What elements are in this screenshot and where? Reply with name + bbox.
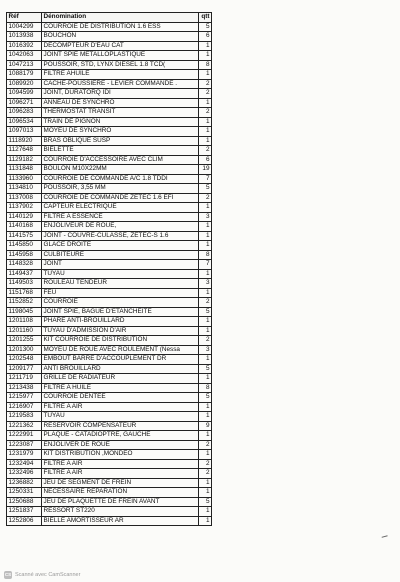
table-row xyxy=(7,288,212,298)
cell-qtt: 2 xyxy=(199,440,212,450)
cell-qtt: 1 xyxy=(199,136,212,146)
cell-denomination: CULBITEURE xyxy=(42,250,199,260)
cell-ref: 1231979 xyxy=(7,450,42,460)
cell-denomination: RESERVOIR COMPENSATEUR xyxy=(42,421,199,431)
cell-denomination: CAPTEUR ELECTRIQUE xyxy=(42,203,199,213)
cell-denomination: MOYEU DE ROUE AVEC ROULEMENT (Nessa xyxy=(42,345,199,355)
table-row xyxy=(7,117,212,127)
cell-qtt: 2 xyxy=(199,298,212,308)
table-row xyxy=(7,355,212,365)
cell-qtt: 1 xyxy=(199,41,212,51)
cell-denomination: GLACE DROITE xyxy=(42,241,199,251)
cell-ref: 1223087 xyxy=(7,440,42,450)
cell-qtt: 1 xyxy=(199,117,212,127)
cell-ref: 1201300 xyxy=(7,345,42,355)
cell-ref: 1016392 xyxy=(7,41,42,51)
cell-qtt: 3 xyxy=(199,345,212,355)
table-row xyxy=(7,497,212,507)
cell-denomination: JOINT, DURATORQ IDI xyxy=(42,89,199,99)
cell-qtt: 1 xyxy=(199,488,212,498)
cell-ref: 1221362 xyxy=(7,421,42,431)
cell-denomination: ENJOLIVER DE ROUE xyxy=(42,440,199,450)
cell-ref: 1219583 xyxy=(7,412,42,422)
cell-qtt: 5 xyxy=(199,497,212,507)
cell-ref: 1118920 xyxy=(7,136,42,146)
table-row xyxy=(7,402,212,412)
watermark-text: Scanné avec CamScanner xyxy=(15,572,81,578)
cell-qtt: 1 xyxy=(199,478,212,488)
cell-ref: 1134810 xyxy=(7,184,42,194)
header-qtt: qtt xyxy=(199,13,212,23)
table-row xyxy=(7,269,212,279)
cell-ref: 1096534 xyxy=(7,117,42,127)
cell-qtt: 1 xyxy=(199,450,212,460)
cell-ref: 1236882 xyxy=(7,478,42,488)
cell-denomination: COURROIE DE COMMANDE ZETEC 1.6 EFI xyxy=(42,193,199,203)
cell-qtt: 5 xyxy=(199,184,212,194)
table-row xyxy=(7,345,212,355)
cell-qtt: 1 xyxy=(199,222,212,232)
cell-qtt: 5 xyxy=(199,393,212,403)
table-row xyxy=(7,421,212,431)
cell-denomination: JOINT SPIE, BAGUE D'ETANCHEITE xyxy=(42,307,199,317)
cell-ref: 1232494 xyxy=(7,459,42,469)
cell-denomination: COURROIE D'ACCESSOIRE AVEC CLIM xyxy=(42,155,199,165)
cell-denomination: BOULON M10X22MM xyxy=(42,165,199,175)
cell-ref: 1209177 xyxy=(7,364,42,374)
cell-ref: 1129182 xyxy=(7,155,42,165)
cell-qtt: 5 xyxy=(199,307,212,317)
cell-ref: 1096271 xyxy=(7,98,42,108)
cell-denomination: THERMOSTAT TRANSIT xyxy=(42,108,199,118)
cell-qtt: 8 xyxy=(199,250,212,260)
cell-denomination: CACHE-POUSSIERE - LEVIER COMMANDE . xyxy=(42,79,199,89)
table-row xyxy=(7,516,212,526)
cell-qtt: 1 xyxy=(199,431,212,441)
table-row xyxy=(7,431,212,441)
table-row xyxy=(7,241,212,251)
cell-qtt: 1 xyxy=(199,516,212,526)
cell-ref: 1151768 xyxy=(7,288,42,298)
table-row xyxy=(7,279,212,289)
table-row xyxy=(7,231,212,241)
table-row xyxy=(7,469,212,479)
cell-qtt: 1 xyxy=(199,98,212,108)
cell-denomination: DECOMPTEUR D'EAU CAT xyxy=(42,41,199,51)
cell-denomination: FILTRE A HUILE xyxy=(42,383,199,393)
cell-denomination: POUSSOIR, STD, LYNX DIESEL 1.8 TCD( xyxy=(42,60,199,70)
table-row xyxy=(7,79,212,89)
table-row xyxy=(7,478,212,488)
table-row xyxy=(7,488,212,498)
cell-qtt: 2 xyxy=(199,79,212,89)
table-row xyxy=(7,136,212,146)
cell-qtt: 7 xyxy=(199,174,212,184)
cell-ref: 1140129 xyxy=(7,212,42,222)
table-row xyxy=(7,260,212,270)
cell-denomination: JOINT xyxy=(42,260,199,270)
table-row xyxy=(7,127,212,137)
cell-ref: 1198045 xyxy=(7,307,42,317)
table-row xyxy=(7,174,212,184)
cell-denomination: COURROIE DENTEE xyxy=(42,393,199,403)
cell-ref: 1089920 xyxy=(7,79,42,89)
cell-qtt: 3 xyxy=(199,279,212,289)
cell-ref: 1137902 xyxy=(7,203,42,213)
cell-denomination: ROULEAU TENDEUR xyxy=(42,279,199,289)
cell-ref: 1215977 xyxy=(7,393,42,403)
cell-qtt: 1 xyxy=(199,507,212,517)
cell-qtt: 19 xyxy=(199,165,212,175)
cell-qtt: 2 xyxy=(199,89,212,99)
table-row xyxy=(7,412,212,422)
table-row xyxy=(7,184,212,194)
cell-qtt: 2 xyxy=(199,146,212,156)
table-row xyxy=(7,212,212,222)
cell-qtt: 9 xyxy=(199,421,212,431)
cell-qtt: 6 xyxy=(199,32,212,42)
cell-ref: 1251837 xyxy=(7,507,42,517)
cell-ref: 1149437 xyxy=(7,269,42,279)
cell-qtt: 5 xyxy=(199,364,212,374)
cell-qtt: 1 xyxy=(199,127,212,137)
table-row xyxy=(7,146,212,156)
table-row xyxy=(7,364,212,374)
cell-denomination: KIT DISTRIBUTION ,MONDEO xyxy=(42,450,199,460)
cell-denomination: RESSORT ST220 xyxy=(42,507,199,517)
cell-denomination: JEU DE PLAQUETTE DE FREIN AVANT xyxy=(42,497,199,507)
cell-ref: 1145850 xyxy=(7,241,42,251)
cell-ref: 1213438 xyxy=(7,383,42,393)
cell-qtt: 1 xyxy=(199,70,212,80)
table-row xyxy=(7,22,212,32)
cell-ref: 1141575 xyxy=(7,231,42,241)
cell-denomination: ANNEAU DE SYNCHRO xyxy=(42,98,199,108)
table-row xyxy=(7,317,212,327)
cell-denomination: ENJOLIVEUR DE ROUE, xyxy=(42,222,199,232)
cell-denomination: ANTI BROUILLARD xyxy=(42,364,199,374)
cell-ref: 1148328 xyxy=(7,260,42,270)
cell-denomination: COURROIE xyxy=(42,298,199,308)
table-row xyxy=(7,203,212,213)
cell-denomination: FILTRE A AIR xyxy=(42,459,199,469)
cell-denomination: POUSSOIR, 3,55 MM xyxy=(42,184,199,194)
pen-mark xyxy=(382,535,389,540)
cell-qtt: 1 xyxy=(199,231,212,241)
cell-ref: 1094599 xyxy=(7,89,42,99)
table-row xyxy=(7,307,212,317)
cell-denomination: FEU xyxy=(42,288,199,298)
cell-denomination: TUYAU D'ADMISSION D'AIR xyxy=(42,326,199,336)
cell-ref: 1127648 xyxy=(7,146,42,156)
cell-ref: 1097013 xyxy=(7,127,42,137)
cell-ref: 1131848 xyxy=(7,165,42,175)
cell-ref: 1222991 xyxy=(7,431,42,441)
table-row xyxy=(7,450,212,460)
cell-ref: 1149503 xyxy=(7,279,42,289)
cell-denomination: COURROIE DE DISTRIBUTION 1.6 ESS xyxy=(42,22,199,32)
camscanner-logo-icon: CS xyxy=(4,572,12,577)
cell-qtt: 1 xyxy=(199,288,212,298)
table-row xyxy=(7,222,212,232)
cell-qtt: 5 xyxy=(199,22,212,32)
cell-ref: 1042063 xyxy=(7,51,42,61)
cell-denomination: FILTRE A ESSENCE xyxy=(42,212,199,222)
cell-ref: 1252806 xyxy=(7,516,42,526)
cell-ref: 1133960 xyxy=(7,174,42,184)
table-row xyxy=(7,108,212,118)
table-row xyxy=(7,60,212,70)
cell-qtt: 1 xyxy=(199,203,212,213)
table-row xyxy=(7,51,212,61)
cell-ref: 1202548 xyxy=(7,355,42,365)
table-row xyxy=(7,393,212,403)
table-header-row xyxy=(7,13,212,23)
cell-qtt: 2 xyxy=(199,193,212,203)
cell-ref: 1201160 xyxy=(7,326,42,336)
cell-ref: 1250331 xyxy=(7,488,42,498)
cell-qtt: 1 xyxy=(199,51,212,61)
cell-denomination: FILTRE A AIR xyxy=(42,469,199,479)
cell-denomination: EMBOUT BARRE D'ACCOUPLEMENT DR xyxy=(42,355,199,365)
cell-ref: 1211719 xyxy=(7,374,42,384)
cell-ref: 1201255 xyxy=(7,336,42,346)
cell-denomination: BOUCHON xyxy=(42,32,199,42)
cell-qtt: 8 xyxy=(199,60,212,70)
cell-qtt: 1 xyxy=(199,374,212,384)
table-row xyxy=(7,326,212,336)
table-row xyxy=(7,32,212,42)
table-body xyxy=(7,22,212,526)
cell-ref: 1137008 xyxy=(7,193,42,203)
cell-ref: 1096283 xyxy=(7,108,42,118)
cell-denomination: JEU DE SEGMENT DE FREIN xyxy=(42,478,199,488)
table-row xyxy=(7,165,212,175)
cell-denomination: PLAQUE - CATADIOPTRE, GAUCHE xyxy=(42,431,199,441)
table-row xyxy=(7,98,212,108)
cell-qtt: 7 xyxy=(199,260,212,270)
cell-ref: 1047213 xyxy=(7,60,42,70)
cell-qtt: 2 xyxy=(199,459,212,469)
cell-ref: 1013938 xyxy=(7,32,42,42)
cell-qtt: 1 xyxy=(199,402,212,412)
cell-denomination: BIELLE AMORTISSEUR AR xyxy=(42,516,199,526)
table-row xyxy=(7,440,212,450)
cell-qtt: 2 xyxy=(199,108,212,118)
cell-qtt: 1 xyxy=(199,326,212,336)
table-row xyxy=(7,193,212,203)
cell-qtt: 8 xyxy=(199,383,212,393)
cell-qtt: 1 xyxy=(199,355,212,365)
cell-ref: 1216907 xyxy=(7,402,42,412)
table-row xyxy=(7,459,212,469)
cell-denomination: PHARE ANTI-BROUILLARD xyxy=(42,317,199,327)
cell-denomination: JOINT - COUVRE-CULASSE, ZETEC-S 1.6 xyxy=(42,231,199,241)
cell-qtt: 1 xyxy=(199,241,212,251)
cell-denomination: TRAIN DE PIGNON xyxy=(42,117,199,127)
cell-qtt: 2 xyxy=(199,469,212,479)
cell-denomination: BRAS OBLIQUE SUSP xyxy=(42,136,199,146)
cell-qtt: 3 xyxy=(199,212,212,222)
table-row xyxy=(7,374,212,384)
cell-denomination: COURROIE DE COMMANDE A/C 1.8 TDDI xyxy=(42,174,199,184)
cell-denomination: NECESSAIRE REPARATION xyxy=(42,488,199,498)
header-ref: Réf xyxy=(7,13,42,23)
cell-denomination: MOYEU DE SYNCHRO xyxy=(42,127,199,137)
cell-denomination: FILTRE AHUILE xyxy=(42,70,199,80)
parts-table-container xyxy=(6,12,212,526)
table-row xyxy=(7,89,212,99)
header-denomination: Dénomination xyxy=(42,13,199,23)
cell-denomination: JOINT SPIE METALLOPLASTIQUE xyxy=(42,51,199,61)
cell-ref: 1004299 xyxy=(7,22,42,32)
table-row xyxy=(7,70,212,80)
cell-qtt: 1 xyxy=(199,317,212,327)
cell-denomination: BIELETTE xyxy=(42,146,199,156)
table-row xyxy=(7,155,212,165)
table-row xyxy=(7,383,212,393)
cell-ref: 1201108 xyxy=(7,317,42,327)
scanner-watermark xyxy=(4,571,80,579)
cell-denomination: FILTRE A AIR xyxy=(42,402,199,412)
table-row xyxy=(7,507,212,517)
cell-denomination: GRILLE DE RADIATEUR xyxy=(42,374,199,384)
cell-denomination: KIT COURROIE DE DISTRIBUTION xyxy=(42,336,199,346)
cell-qtt: 1 xyxy=(199,269,212,279)
table-row xyxy=(7,250,212,260)
cell-qtt: 6 xyxy=(199,155,212,165)
cell-ref: 1145958 xyxy=(7,250,42,260)
parts-table xyxy=(6,12,212,526)
table-row xyxy=(7,41,212,51)
cell-ref: 1140168 xyxy=(7,222,42,232)
cell-qtt: 2 xyxy=(199,336,212,346)
table-row xyxy=(7,336,212,346)
cell-ref: 1152852 xyxy=(7,298,42,308)
cell-ref: 1088179 xyxy=(7,70,42,80)
table-row xyxy=(7,298,212,308)
cell-ref: 1232496 xyxy=(7,469,42,479)
cell-denomination: TUYAU xyxy=(42,269,199,279)
cell-denomination: TUYAU xyxy=(42,412,199,422)
cell-qtt: 1 xyxy=(199,412,212,422)
cell-ref: 1250688 xyxy=(7,497,42,507)
